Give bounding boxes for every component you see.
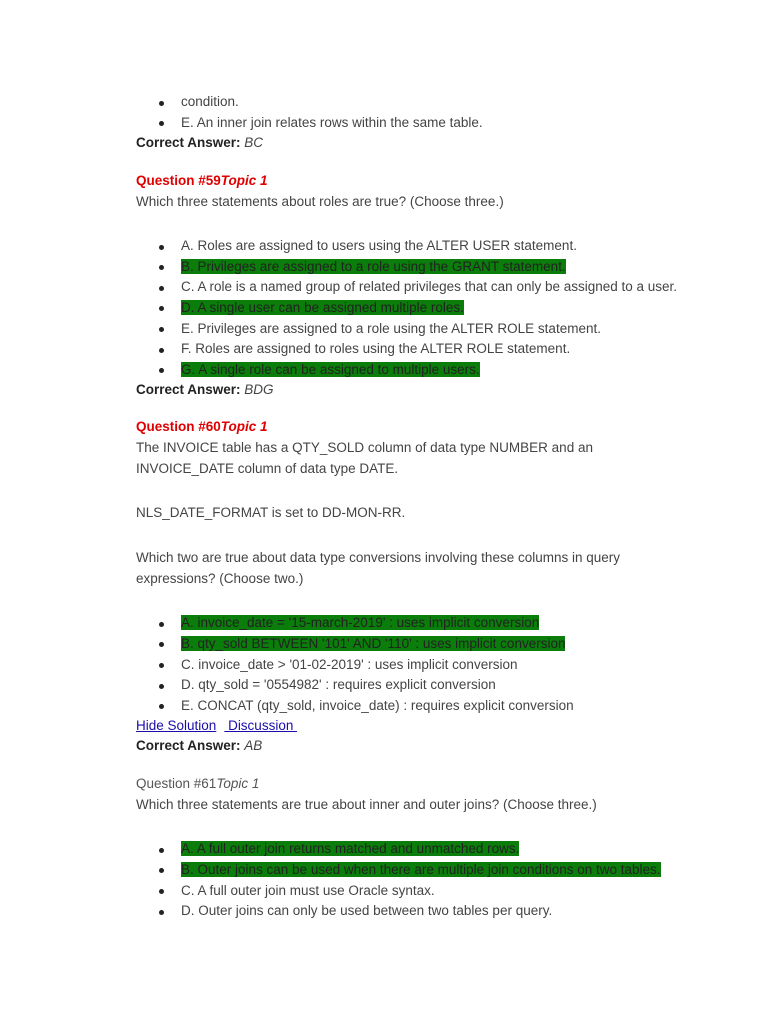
q59-option-a [136,236,736,257]
q59-option-d [136,298,736,319]
q58-option [136,113,736,134]
question-number: Question #61 [136,776,217,792]
option-text: D. Outer joins can only be used between two tables per query. [181,903,553,919]
q58-option [136,92,736,113]
option-text: C. A role is a named group of related privileges that can only be assigned to a user. [181,279,678,295]
question-number: Question #59 [136,173,221,189]
option-text: C. invoice_date > '01-02-2019' : uses implicit conversion [181,656,518,672]
q60-heading [136,417,736,437]
answer-label: Correct Answer: [136,738,241,754]
q60-option-d [136,675,736,696]
q61-heading [136,774,736,794]
q60-option-b [136,634,736,655]
answer-value: BDG [244,382,274,398]
q60-stem-3: Which two are true about data type conversions involving these columns in query expressions? (Choose two.) [136,550,621,587]
option-text-highlighted: B. qty_sold BETWEEN '101' AND '110' : uses implicit conversion [181,635,566,651]
q60-stem-2: NLS_DATE_FORMAT is set to DD-MON-RR. [136,505,406,521]
option-text: D. qty_sold = '0554982' : requires explicit conversion [181,677,496,693]
answer-label: Correct Answer: [136,135,241,151]
discussion-link[interactable]: Discussion [224,718,298,734]
q59-heading [136,171,736,191]
q61-option-a [136,839,736,860]
q59-option-c [136,277,736,298]
option-text-highlighted: B. Privileges are assigned to a role using the GRANT statement. [181,258,566,274]
q59-option-g [136,360,736,381]
option-text-highlighted: G. A single role can be assigned to multiple users. [181,361,480,377]
option-text: E. Privileges are assigned to a role using the ALTER ROLE statement. [181,320,601,336]
option-text-highlighted: D. A single user can be assigned multiple roles. [181,299,464,315]
q59-option-f [136,339,736,360]
question-topic: Topic 1 [220,419,268,435]
q59-options [136,236,736,380]
option-text: E. An inner join relates rows within the same table. [181,114,483,130]
option-text-highlighted: A. invoice_date = '15-march-2019' : uses implicit conversion [181,615,540,631]
question-topic: Topic 1 [216,776,260,792]
option-text: condition. [181,94,239,109]
answer-value: BC [244,135,264,151]
q60-option-c [136,655,736,676]
option-text-highlighted: B. Outer joins can be used when there are multiple join conditions on two tables. [181,861,661,877]
hide-solution-link[interactable]: Hide Solution [136,718,217,734]
q61-option-d [136,901,736,922]
option-text: F. Roles are assigned to roles using the ALTER ROLE statement. [181,341,571,357]
q59-option-e [136,319,736,340]
option-text: C. A full outer join must use Oracle syntax. [181,882,435,898]
option-text-highlighted: A. A full outer join returns matched and unmatched rows. [181,841,520,857]
q58-correct-answer [136,133,736,153]
q60-option-e [136,696,736,717]
question-topic: Topic 1 [220,173,268,189]
q60-links [136,716,736,736]
question-number: Question #60 [136,419,221,435]
answer-label: Correct Answer: [136,382,241,398]
option-text: A. Roles are assigned to users using the ALTER USER statement. [181,238,577,254]
option-text: E. CONCAT (qty_sold, invoice_date) : requires explicit conversion [181,697,574,713]
answer-value: AB [244,738,263,754]
q59-stem: Which three statements about roles are true? (Choose three.) [136,194,504,210]
q61-stem: Which three statements are true about inner and outer joins? (Choose three.) [136,797,597,813]
q58-options [136,92,736,133]
q60-stem-1: The INVOICE table has a QTY_SOLD column of data type NUMBER and an INVOICE_DATE column of data type DATE. [136,440,593,477]
q61-option-c [136,881,736,902]
q60-correct-answer [136,736,736,756]
q59-correct-answer [136,380,736,400]
q59-option-b [136,257,736,278]
q61-options [136,839,736,921]
exam-page [136,92,736,922]
q60-option-a [136,613,736,634]
q61-option-b [136,860,736,881]
q60-options [136,613,736,716]
